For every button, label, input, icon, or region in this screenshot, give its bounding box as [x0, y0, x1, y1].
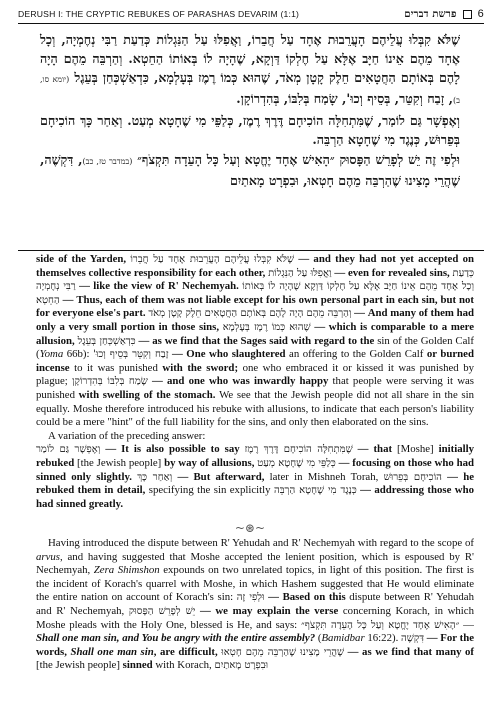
bold-translation: sinned: [122, 659, 156, 672]
explanation-text: Yoma: [39, 348, 64, 361]
hebrew-phrase: שֶׁלֹּא קִבְּלוּ עֲלֵיהֶם הָעֲרֵבוּת אֶחָד עַל חֲבֵרוֹ: [130, 254, 295, 265]
square-bullet-icon: [463, 10, 472, 19]
explanation-text: to it was punished: [74, 361, 163, 374]
bold-translation: — For the words,: [36, 632, 474, 658]
hebrew-phrase: וְכָל אֶחָד מֵהֶם אֵינוֹ חַיָּב אֶלָּא עַל חֶלְקוֹ דַּוְקָא שֶׁהָיָה לוֹ בְּאוֹתוֹ הַחֵטְא: [36, 281, 474, 306]
bold-translation: Shall one man sin, and You be angry with the entire assembly?: [36, 632, 316, 645]
bold-translation: — that: [352, 443, 398, 456]
bold-translation: — and one who was inwardly happy: [147, 375, 333, 388]
hebrew-phrase: שָׂמַח בְּלִבּוֹ בְּהִדְרוֹקָן: [71, 376, 148, 388]
bold-translation: — we may explain the verse: [195, 604, 343, 617]
section-divider: [18, 250, 484, 251]
explanation-text: Bamidbar: [321, 632, 365, 645]
hebrew-phrase: ״הָאִישׁ אֶחָד יֶחֱטָא וְעַל כָּל הָעֵדָה תִּקְצֹף״: [300, 619, 460, 631]
running-header: [18, 6, 484, 22]
bold-translation: — as we find that the Sages said with regard to the: [135, 334, 378, 347]
bold-translation: — even for revealed sins,: [331, 266, 453, 279]
hebrew-source-text: [40, 30, 460, 191]
bold-translation: with the sword;: [162, 361, 243, 374]
explanation-text: 66b):: [63, 348, 94, 361]
bold-translation: — and they had not yet accepted on themselves collective responsibility for each other,: [36, 253, 475, 279]
hebrew-phrase: וְהַרְבֵּה מֵהֶם הָיָה לָהֶם בְּאוֹתָם הַחֲטָאִים חֵלֶק קָטָן מְאֹד: [148, 308, 352, 320]
explanation-text: —: [459, 618, 474, 631]
explanation-text: an offering to the Golden Calf: [289, 348, 427, 361]
hebrew-phrase: הוֹכִיחָם בְּפֵרוּשׁ: [383, 471, 442, 483]
bold-translation: — Thus, each of them was not liable except for his own personal part in each sin, but not for everyone else's part.: [36, 293, 474, 320]
parasha-title: פרשת דברים: [404, 8, 457, 20]
translation-commentary: [36, 253, 474, 511]
explanation-text: Zera Shimshon: [93, 564, 160, 577]
hebrew-phrase: כְּלַפֵּי מִי שֶׁחָטָא מְעַט: [257, 457, 336, 469]
hebrew-phrase: שֶׁהֲרֵי מָצִינוּ שֶׁהַרְבֵּה מֵהֶם חָטְאוּ: [221, 646, 345, 658]
explanation-text: sin of the Golden Calf (: [36, 334, 474, 361]
explanation-text: We see that the Jewish people did not all share in the sin equally. Moshe therefore introduced his rebuke with allusions, to indicate that each person's liability could be a mere "hint" of the full liability for the sins, and only then elaborated on the sins.: [36, 388, 475, 429]
explanation-text: [Moshe]: [397, 443, 439, 456]
explanation-text: with Korach,: [155, 659, 215, 672]
bold-translation: — he rebuked them in detail,: [36, 470, 474, 497]
bold-translation: — as we find that many of: [344, 645, 475, 658]
page-number: 6: [477, 8, 484, 20]
hebrew-phrase: כְּנֶגֶד מִי שֶׁחָטָא הַרְבֵּה: [273, 485, 357, 497]
bold-translation: — One who slaughtered: [168, 348, 290, 361]
hebrew-phrase: וּבִפְרָט מָאתַיִם: [214, 660, 269, 672]
bold-translation: or burned incense: [36, 348, 474, 374]
bold-translation: — It is also possible to say: [100, 443, 245, 456]
commentary-paragraph: [36, 537, 474, 673]
bold-translation: Shall one man sin: [70, 645, 154, 658]
source-citation: (יומא סו, ב): [40, 75, 460, 105]
explanation-text: expounds on two unrelated topics, in light of this position. The first is the incident of Korach's quarrel with Moshe, in which Hashem suggested that He would eliminate the entire nation on account of Korach's sin:: [36, 564, 474, 604]
commentary-intro: A variation of the preceding answer:: [48, 429, 206, 442]
bold-translation: by way of allusions,: [164, 456, 258, 469]
hebrew-phrase: זָבַח וְקִטֵּר בְּסֵיף וְכוּ': [93, 349, 169, 361]
running-title: DERUSH I: THE CRYPTIC REBUKES OF PARASHAS DEVARIM (1:1): [18, 9, 300, 19]
explanation-text: that people were serving it was punished: [36, 375, 474, 401]
bold-translation: — And many of them had only a very small portion in those sins,: [36, 307, 475, 333]
bold-translation: — which is comparable to a mere allusion,: [36, 320, 475, 347]
explanation-text: Having introduced the dispute between R' Yehudah and R' Nechemyah with regard to the scope of: [48, 537, 474, 549]
bold-translation: side of the Yarden,: [36, 253, 127, 265]
bold-translation: — like the view of R' Nechemyah.: [75, 280, 243, 293]
explanation-text: , and having suggested that Moshe accepted the lenient position, which is espoused by R' Nechemyah,: [36, 550, 474, 577]
header-rule: [18, 23, 484, 24]
hebrew-phrase: וּלְפִי זֶה: [236, 592, 265, 604]
hebrew-phrase: כִּדְאַשְׁכְּחַן בְּעֵגֶל: [77, 335, 136, 347]
explanation-text: dispute between R' Yehudah and R' Nechemyah,: [36, 591, 474, 617]
explanation-text: [the Jewish people]: [36, 659, 123, 672]
ornament-divider: ~⊛~: [234, 521, 266, 535]
page-marker: [404, 8, 484, 20]
bold-translation: — Based on this: [264, 591, 350, 604]
hebrew-phrase: וַאֲפִלּוּ עַל הַנִּגְלוֹת: [268, 267, 332, 279]
translation-commentary-2: [36, 537, 474, 673]
bold-translation: , are difficult,: [153, 645, 222, 658]
explanation-text: one who embraced it or kissed it was punished by plague;: [36, 361, 474, 388]
bold-translation: with swelling of the stomach.: [78, 388, 220, 401]
explanation-text: (: [315, 632, 322, 645]
explanation-text: concerning Korach, in which Moshe pleads with the Holy One, blessed is He, and says:: [36, 604, 474, 631]
explanation-text: [the Jewish people]: [77, 456, 165, 469]
hebrew-paragraph: וּלְפִי זֶה יֵשׁ לְפָרֵשׁ הַפָּסוּק ״הָאִישׁ אֶחָד יֶחֱטָא וְעַל כָּל הָעֵדָה תִּקְצֹף״ (במדבר טז, כב), דִּקְשֶׁה, שֶׁהֲרֵי מָצִינוּ שֶׁהַרְבֵּה מֵהֶם חָטְאוּ, וּבִפְרָט מָאתַיִם: [40, 152, 460, 188]
hebrew-paragraph: וְאֶפְשָׁר גַּם לוֹמַר, שֶׁמִּתְחִלָּה הוֹכִיחָם דֶּרֶךְ רֶמֶז, כְּלַפֵּי מִי שֶׁחָטָא מְעַט. וְאַחַר כָּךְ הוֹכִיחָם בְּפֵרוּשׁ, כְּנֶגֶד מִי שֶׁחָטָא הַרְבֵּה.: [40, 113, 460, 147]
hebrew-phrase: וְאַחַר כָּךְ: [137, 471, 173, 483]
bold-translation: — addressing those who had sinned greatly.: [36, 484, 474, 510]
hebrew-paragraph: שֶׁלֹּא קִבְּלוּ עֲלֵיהֶם הָעֲרֵבוּת אֶחָד עַל חֲבֵרוֹ, וַאֲפִלּוּ עַל הַנִּגְלוֹת כְּדַעַת רַבִּי נְחֶמְיָה, וְכָל אֶחָד מֵהֶם אֵינוֹ חַיָּב אֶלָּא עַל חֶלְקוֹ דַּוְקָא, שֶׁהָיָה לוֹ בְּאוֹתוֹ הַחֵטְא. וְהַרְבֵּה מֵהֶם הָיָה לָהֶם בְּאוֹתָם הַחֲטָאִים חֵלֶק קָטָן מְאֹד, שֶׁהוּא כְּמוֹ רֶמֶז בְּעָלְמָא, כִּדְאַשְׁכְּחַן בְּעֵגֶל (יומא סו, ב), זָבַח וְקִטֵּר, בְּסֵיף וְכוּ', שָׂמַח בְּלִבּוֹ, בְּהִדְרוֹקָן.: [40, 32, 460, 106]
explanation-text: 16:22).: [364, 632, 402, 645]
hebrew-phrase: וְאֶפְשָׁר גַּם לוֹמַר: [36, 444, 101, 456]
hebrew-phrase: כְּדַעַת רַבִּי נְחֶמְיָה: [36, 267, 474, 293]
commentary-paragraph: [36, 443, 474, 511]
hebrew-phrase: דִּקְשֶׁה: [401, 633, 425, 645]
hebrew-phrase: שֶׁמִּתְחִלָּה הוֹכִיחָם דֶּרֶךְ רֶמֶז: [244, 444, 353, 456]
source-citation: (במדבר טז, כב): [82, 157, 133, 166]
bold-translation: initially rebuked: [36, 443, 475, 469]
commentary-paragraph: [36, 253, 474, 430]
explanation-text: specifying the sin explicitly: [148, 484, 274, 497]
hebrew-phrase: יֵשׁ לְפָרֵשׁ הַפָּסוּק: [128, 605, 196, 617]
hebrew-phrase: שֶׁהוּא כְּמוֹ רֶמֶז בְּעָלְמָא: [222, 321, 311, 333]
explanation-text: later in Mishneh Torah,: [269, 470, 384, 483]
bold-translation: — focusing on those who had sinned only slightly.: [36, 456, 474, 483]
bold-translation: — But afterward,: [172, 470, 270, 483]
explanation-text: arvus: [36, 550, 60, 563]
